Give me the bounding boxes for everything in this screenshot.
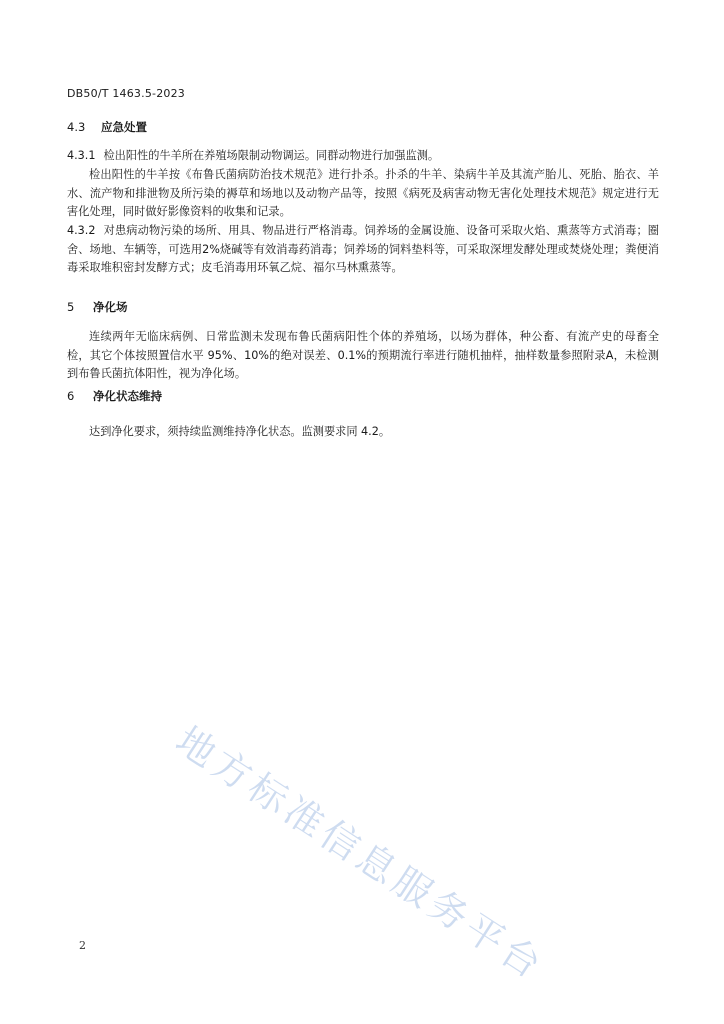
clause-4-3-2: [67, 222, 659, 278]
section-title: 净化场: [93, 300, 128, 314]
page-number: 2: [79, 939, 86, 952]
section-heading-6: [67, 387, 162, 405]
document-code: DB50/T 1463.5-2023: [67, 87, 185, 100]
clause-text: 对患病动物污染的场所、用具、物品进行严格消毒。饲养场的金属设施、设备可采取火焰、熏蒸等方式消毒；圈舍、场地、车辆等，可选用2%烧碱等有效消毒药消毒；饲养场的饲料垫料等，可采取深埋发酵处理或焚烧处理；粪便消毒采取堆积密封发酵方式；皮毛消毒用环氧乙烷、福尔马林熏蒸等。: [67, 224, 659, 274]
section-title: 净化状态维持: [93, 389, 163, 403]
watermark: 地方标准信息服务平台: [168, 717, 553, 990]
section-heading-4-3: [67, 118, 147, 136]
clause-text: 检出阳性的牛羊所在养殖场限制动物调运。同群动物进行加强监测。: [103, 149, 440, 162]
section-6-paragraph: 达到净化要求，须持续监测维持净化状态。监测要求同 4.2。: [89, 425, 391, 438]
section-number: 6: [67, 389, 75, 403]
clause-4-3-1-paragraph: 检出阳性的牛羊按《布鲁氏菌病防治技术规范》进行扑杀。扑杀的牛羊、染病牛羊及其流产胎儿、死胎、胎衣、羊水、流产物和排泄物及所污染的褥草和场地以及动物产品等，按照《病死及病害动物无害化处理技术规范》规定进行无害化处理，同时做好影像资料的收集和记录。: [67, 168, 659, 218]
section-5-paragraph: 连续两年无临床病例、日常监测未发现布鲁氏菌病阳性个体的养殖场，以场为群体，种公畜、有流产史的母畜全检，其它个体按照置信水平 95%、10%的绝对误差、0.1%的预期流行率进行随机抽样，抽样数量参照附录A，未检测到布鲁氏菌抗体阳性，视为净化场。: [67, 330, 659, 380]
section-title: 应急处置: [101, 120, 148, 134]
clause-number: 4.3.2: [67, 224, 96, 237]
section-number: 4.3: [67, 120, 86, 134]
section-heading-5: [67, 298, 128, 316]
clause-4-3-1: [67, 147, 659, 166]
section-number: 5: [67, 300, 75, 314]
clause-number: 4.3.1: [67, 149, 96, 162]
